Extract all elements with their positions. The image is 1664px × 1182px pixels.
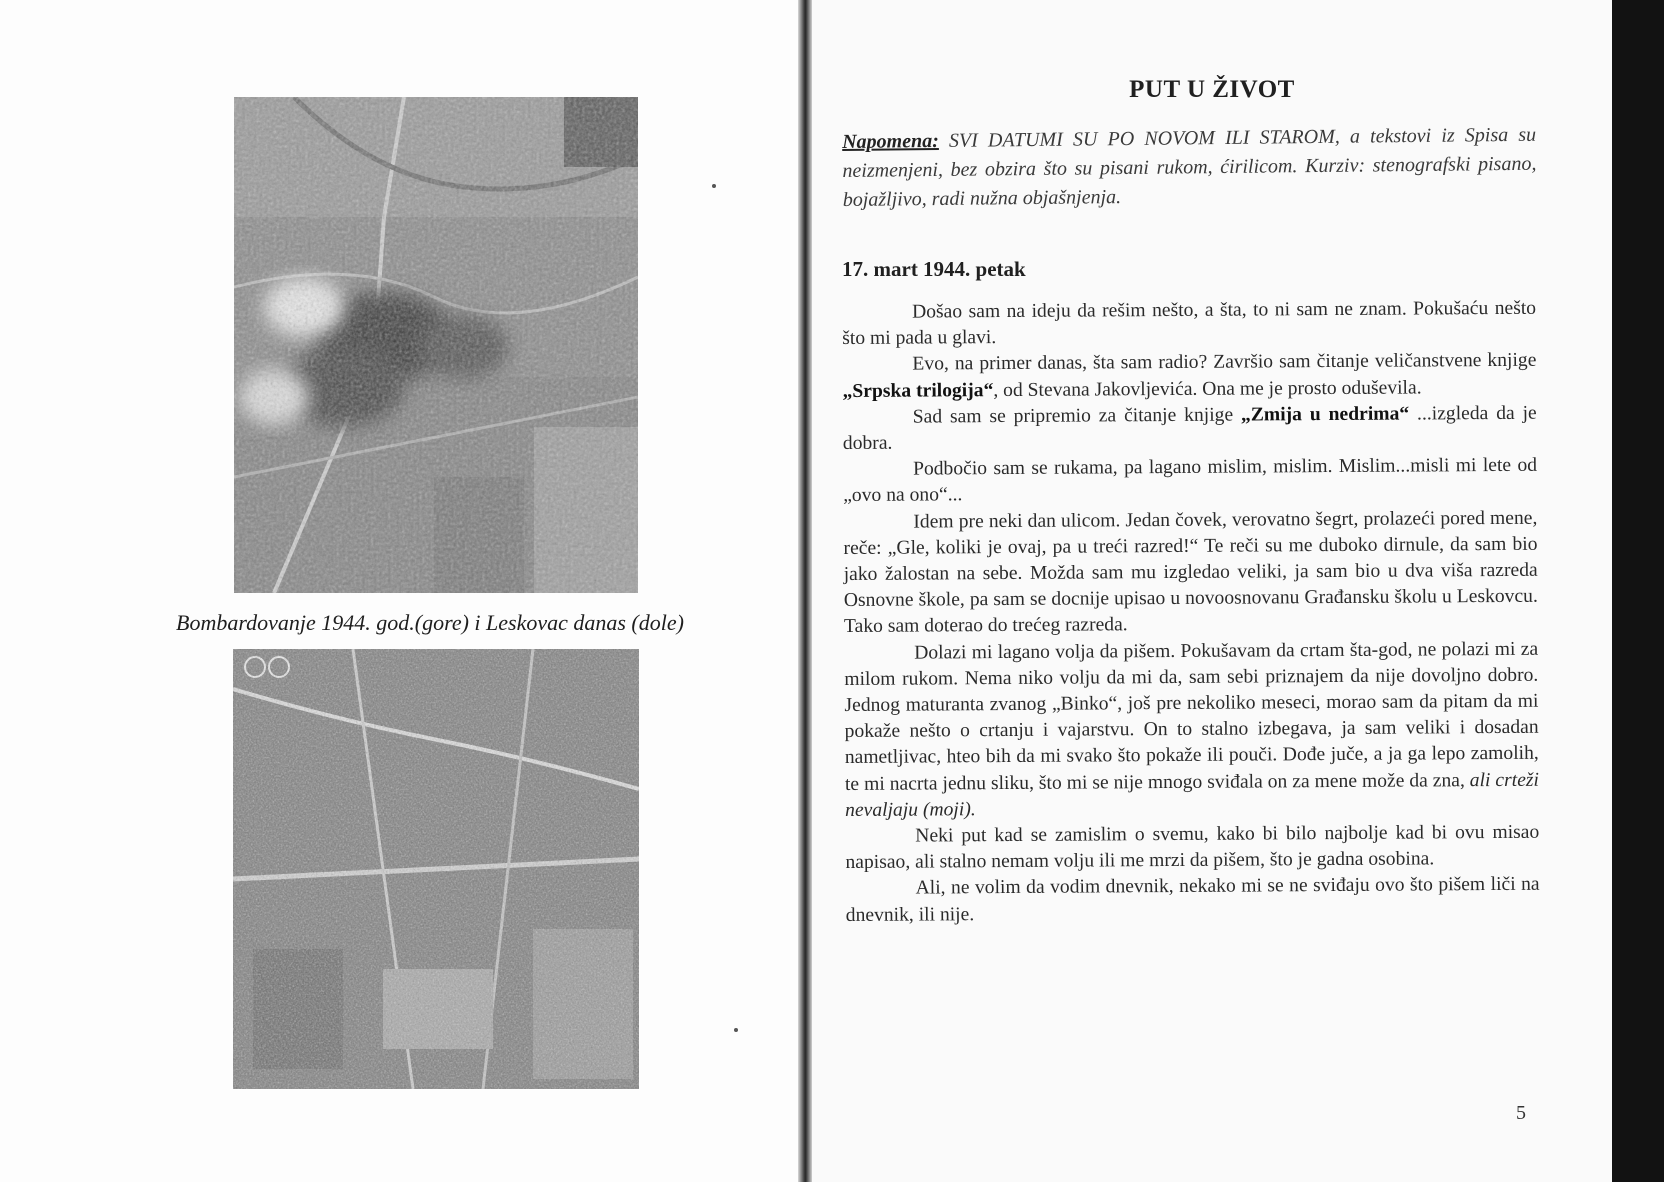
page-number: 5 — [1516, 1102, 1526, 1124]
paragraph: Došao sam na ideju da rešim nešto, a šta, to ni sam ne znam. Pokušaću nešto što mi pada u glavi. — [842, 297, 1537, 350]
book-title-bold: „Srpska trilogija“ — [842, 379, 994, 402]
paragraph — [843, 401, 1537, 458]
book-title-bold: „Zmija u nedrima“ — [1240, 403, 1410, 426]
note-text: SVI DATUMI SU PO NOVOM ILI STAROM, a tekstovi iz Spisa su neizmenjeni, bez obzira što su pisani rukom, ćirilicom. Kurziv: stenografski pisano, bojažljivo, radi nužna objašnjenja. — [842, 123, 1537, 211]
aerial-photo-leskovac-today — [233, 649, 639, 1089]
chapter-title: PUT U ŽIVOT — [1129, 76, 1295, 103]
paragraph — [842, 348, 1536, 405]
paragraph: Idem pre neki dan ulicom. Jedan čovek, verovatno šegrt, prolazeći pored mene, reče: „Gle, koliki je ovaj, pa u treći razred!“ Te reči su me duboko dirnule, da sam bio jako žalostan na sebe. Možda sam mu izgledao veliki, ja sam bio u dva viša razreda Osnovne škole, pa sam se docnije upisao u novoosnovanu Građansku školu u Leskovcu. Tako sam doterao do trećeg razreda. — [843, 507, 1538, 638]
diary-body — [842, 296, 1540, 929]
speck — [734, 1028, 738, 1032]
paragraph: Ali, ne volim da vodim dnevnik, nekako mi se ne sviđaju ovo što pišem liči na dnevnik, ili nije. — [845, 874, 1540, 926]
photo-caption: Bombardovanje 1944. god.(gore) i Leskovac danas (dole) — [176, 610, 684, 635]
left-page — [0, 0, 798, 1182]
speck — [712, 184, 716, 188]
editorial-note — [842, 121, 1537, 215]
paragraph: Podbočio sam se rukama, pa lagano mislim, mislim. Mislim...misli mi lete od „ovo na ono“... — [843, 454, 1538, 507]
paragraph-text: , od Stevana Jakovljevića. Ona me je prosto oduševila. — [993, 377, 1422, 401]
paragraph-text: Evo, na primer danas, šta sam radio? Završio sam čitanje veličanstvene knjige — [912, 350, 1537, 375]
paragraph-text: Dolazi mi lagano volja da pišem. Pokušavam da crtam šta-god, ne polazi mi za milom rukom. Nema niko volju da mi da, sam sebi priznajem da nije dovoljno dobro. Jednog maturanta zvanog „Binko“, još pre nekoliko meseci, morao sam da pitam da mi pokaže nešto o crtanju i vajarstvu. On to stalno izbegava, ja sam veliki i dosadan nametljivac, hteo bih da mi svako što pokaže ili pouči. Dođe juče, a ja ga lepo zamolih, te mi nacrta jednu sliku, što mi se nije mnogo sviđala on za mene može da zna, — [844, 638, 1539, 795]
italic-remark: ali crteži nevaljaju (moji). — [845, 769, 1540, 821]
scan-edge — [1612, 0, 1664, 1182]
book-gutter — [798, 0, 812, 1182]
paragraph-text: ...izgleda da je dobra. — [842, 402, 1537, 455]
diary-date-heading: 17. mart 1944. petak — [842, 257, 1026, 281]
note-label: Napomena: — [842, 129, 939, 153]
aerial-photo-bombing-1944 — [234, 97, 638, 593]
paragraph — [844, 636, 1539, 824]
paragraph: Neki put kad se zamislim o svemu, kako bi bilo najbolje kad bi ovu misao napisao, ali stalno nemam volju ili me mrzi da pišem, što je gadna osobina. — [845, 821, 1540, 874]
paragraph-text: Sad sam se pripremio za čitanje knjige — [912, 404, 1242, 428]
